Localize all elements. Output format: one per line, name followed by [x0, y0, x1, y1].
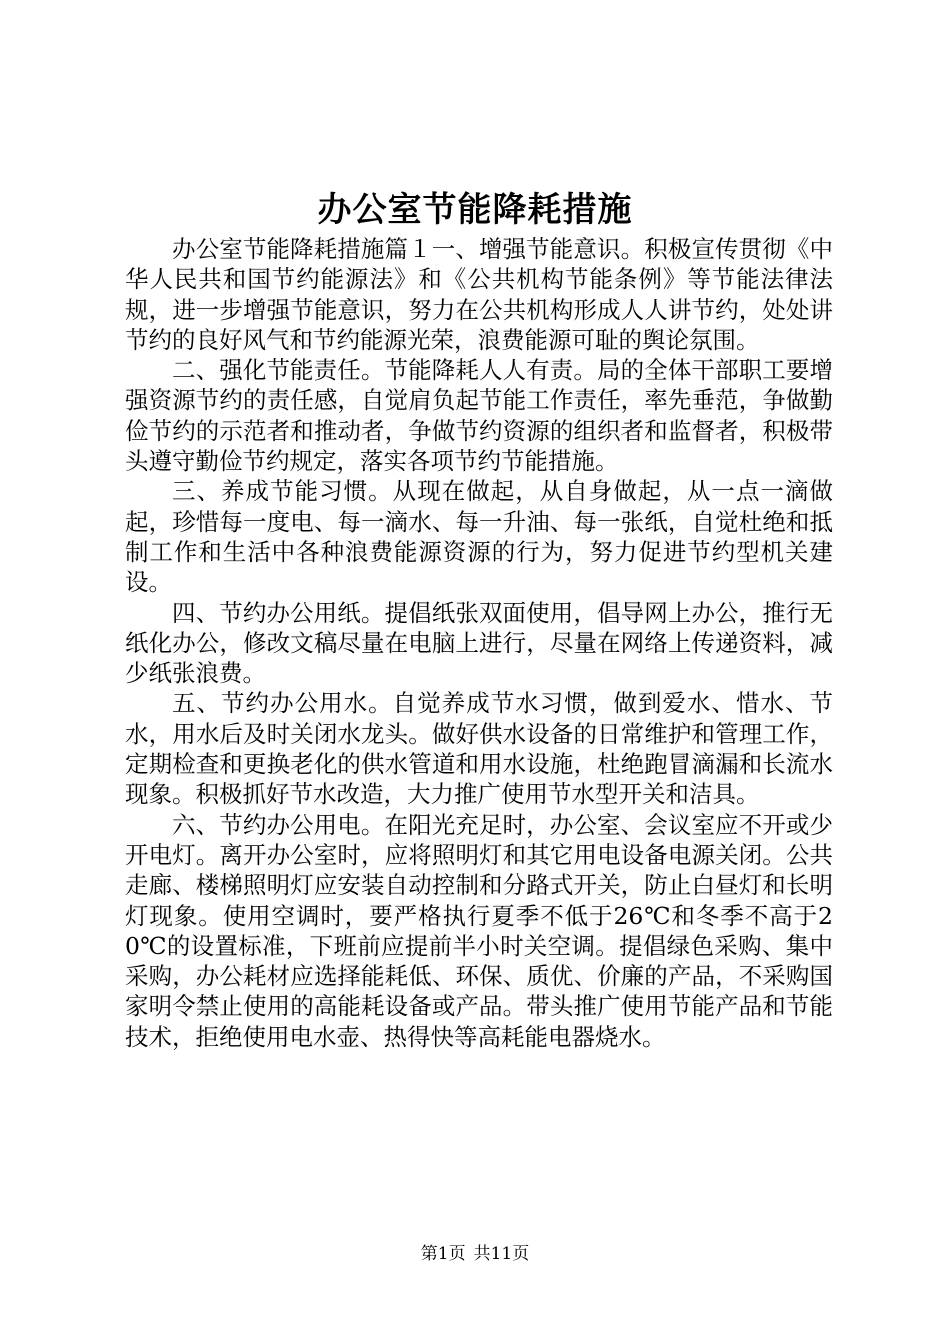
- paragraph-6: 六、节约办公用电。在阳光充足时，办公室、会议室应不开或少开电灯。离开办公室时，应将照明灯和其它用电设备电源关闭。公共走廊、楼梯照明灯应安装自动控制和分路式开关，防止白昼灯和长明灯现象。使用空调时，要严格执行夏季不低于26℃和冬季不高于20℃的设置标准，下班前应提前半小时关空调。提倡绿色采购、集中采购，办公耗材应选择能耗低、环保、质优、价廉的产品，不采购国家明令禁止使用的高能耗设备或产品。带头推广使用节能产品和节能技术，拒绝使用电水壶、热得快等高耗能电器烧水。: [125, 810, 833, 1051]
- paragraph-5: 五、节约办公用水。自觉养成节水习惯，做到爱水、惜水、节水，用水后及时关闭水龙头。做好供水设备的日常维护和管理工作，定期检查和更换老化的供水管道和用水设施，杜绝跑冒滴漏和长流水现象。积极抓好节水改造，大力推广使用节水型开关和洁具。: [125, 689, 833, 809]
- paragraph-3: 三、养成节能习惯。从现在做起，从自身做起，从一点一滴做起，珍惜每一度电、每一滴水、每一升油、每一张纸，自觉杜绝和抵制工作和生活中各种浪费能源资源的行为，努力促进节约型机关建设。: [125, 477, 833, 597]
- paragraph-4: 四、节约办公用纸。提倡纸张双面使用，倡导网上办公，推行无纸化办公，修改文稿尽量在电脑上进行，尽量在网络上传递资料，减少纸张浪费。: [125, 598, 833, 688]
- document-body: [125, 234, 833, 1052]
- paragraph-1: 办公室节能降耗措施篇１一、增强节能意识。积极宣传贯彻《中华人民共和国节约能源法》和《公共机构节能条例》等节能法律法规，进一步增强节能意识，努力在公共机构形成人人讲节约，处处讲节约的良好风气和节约能源光荣，浪费能源可耻的舆论氛围。: [125, 235, 833, 354]
- page-total: 共11页: [473, 1244, 530, 1264]
- page-footer: [0, 1242, 950, 1266]
- paragraph-2: 二、强化节能责任。节能降耗人人有责。局的全体干部职工要增强资源节约的责任感，自觉肩负起节能工作责任，率先垂范，争做勤俭节约的示范者和推动者，争做节约资源的组织者和监督者，积极带头遵守勤俭节约规定，落实各项节约节能措施。: [125, 356, 833, 476]
- document-title: 办公室节能降耗措施: [317, 190, 633, 230]
- page-number: 第1页: [420, 1244, 466, 1264]
